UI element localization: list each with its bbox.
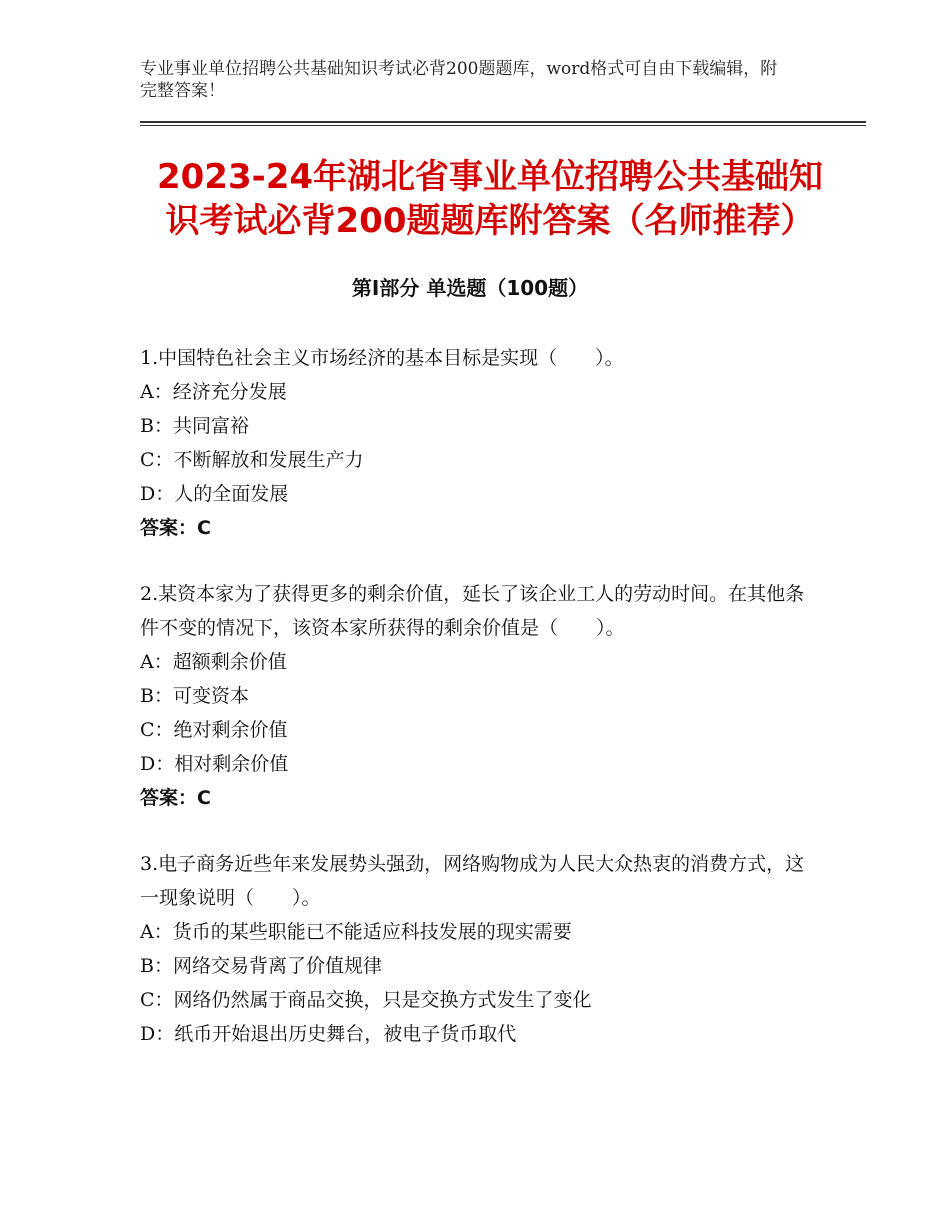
option-a: A：超额剩余价值 (140, 651, 287, 673)
option-c: C：网络仍然属于商品交换，只是交换方式发生了变化 (140, 989, 592, 1011)
option-b: B：网络交易背离了价值规律 (140, 955, 382, 977)
question-list (140, 341, 820, 1083)
header-note: 专业事业单位招聘公共基础知识考试必背200题题库，word格式可自由下载编辑，附完整答案！ (140, 59, 778, 101)
option-b: B：共同富裕 (140, 415, 249, 437)
question-2 (140, 577, 820, 815)
option-d: D：相对剩余价值 (140, 753, 289, 775)
option-c: C：不断解放和发展生产力 (140, 449, 364, 471)
option-b: B：可变资本 (140, 685, 249, 707)
answer: 答案：C (140, 517, 211, 539)
question-stem: 1.中国特色社会主义市场经济的基本目标是实现（ ）。 (140, 347, 624, 369)
question-1 (140, 341, 820, 545)
header-rule-thin (140, 125, 866, 126)
option-a: A：货币的某些职能已不能适应科技发展的现实需要 (140, 921, 572, 943)
answer: 答案：C (140, 787, 211, 809)
header-rule-thick (140, 121, 866, 123)
option-d: D：纸币开始退出历史舞台，被电子货币取代 (140, 1023, 517, 1045)
option-a: A：经济充分发展 (140, 381, 287, 403)
option-c: C：绝对剩余价值 (140, 719, 288, 741)
question-3 (140, 847, 820, 1051)
question-stem: 3.电子商务近些年来发展势头强劲，网络购物成为人民大众热衷的消费方式，这一现象说明（ ）。 (140, 853, 805, 909)
document-title: 2023-24年湖北省事业单位招聘公共基础知识考试必背200题题库附答案（名师推荐） (156, 157, 824, 241)
section-heading: 第Ⅰ部分 单选题（100题） (351, 276, 589, 300)
question-stem: 2.某资本家为了获得更多的剩余价值，延长了该企业工人的劳动时间。在其他条件不变的情况下，该资本家所获得的剩余价值是（ ）。 (140, 583, 805, 639)
option-d: D：人的全面发展 (140, 483, 289, 505)
